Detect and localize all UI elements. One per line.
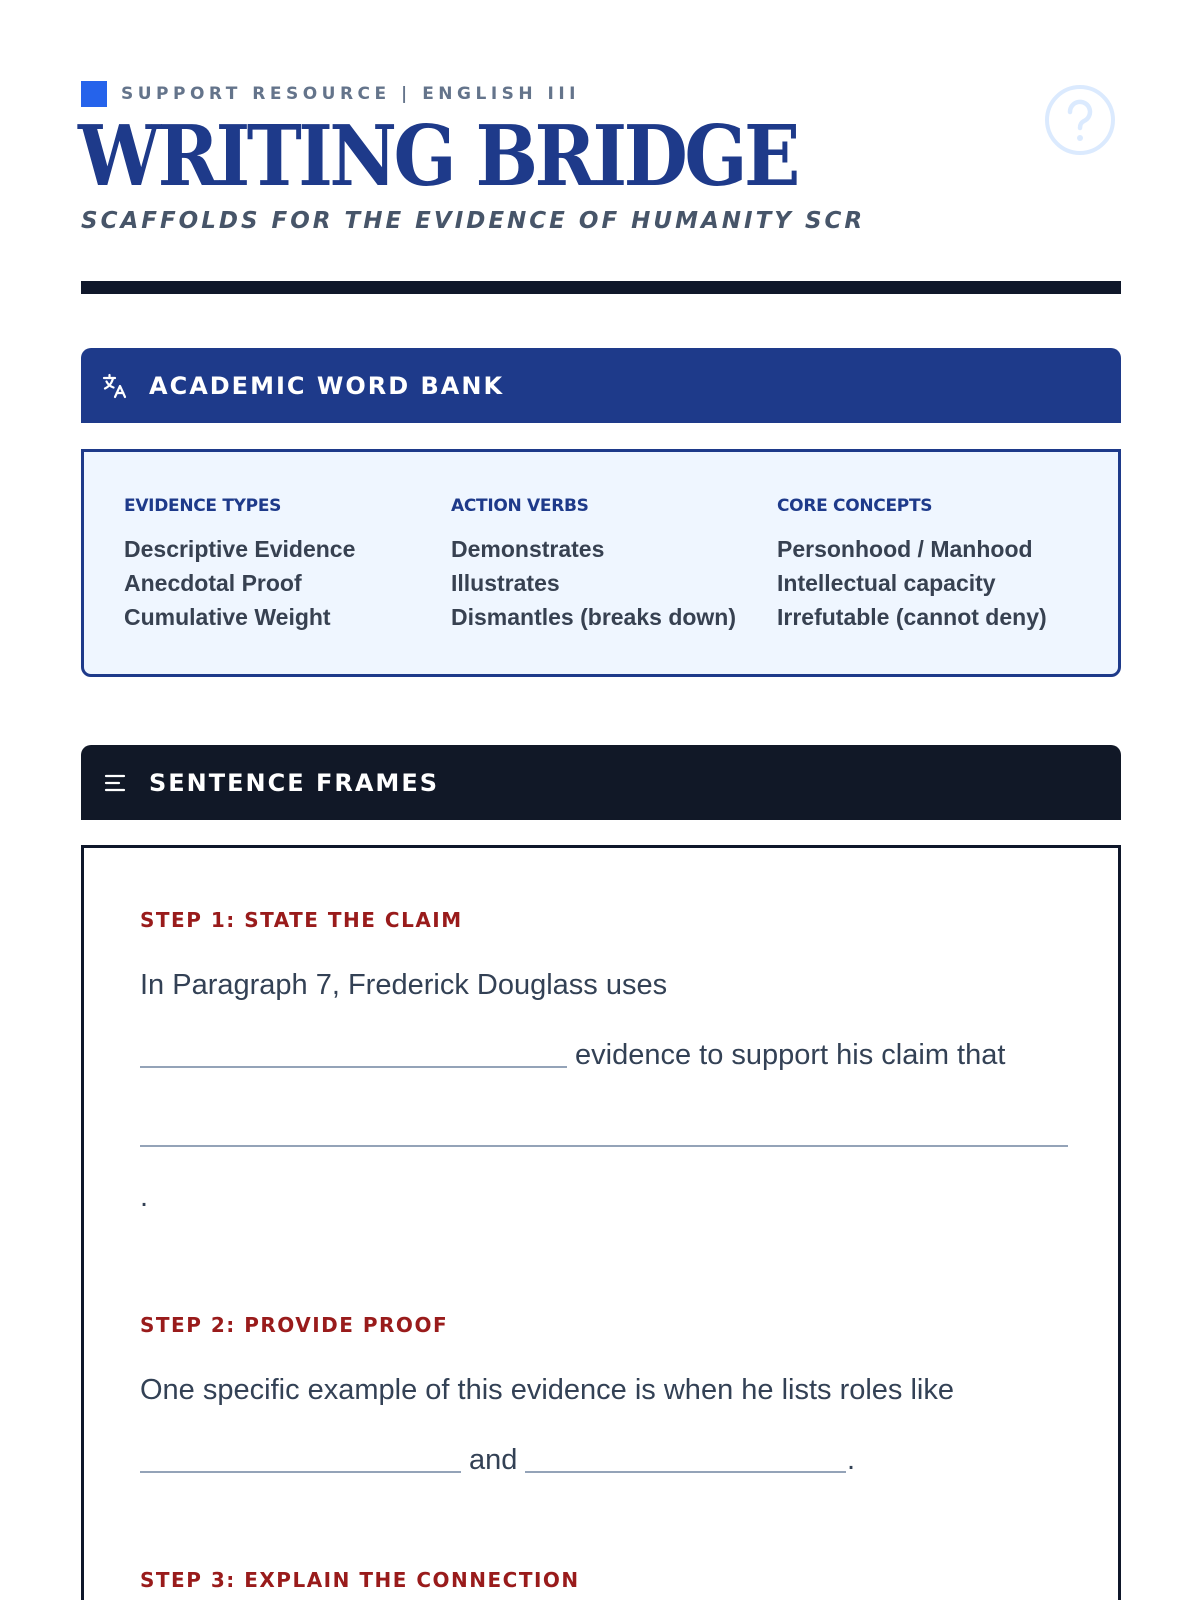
word-list (124, 532, 355, 634)
word-item: Anecdotal Proof (124, 570, 302, 596)
column-heading: ACTION VERBS (451, 496, 589, 516)
step-1-line-2: evidence to support his claim that (575, 1039, 1006, 1071)
word-item: Descriptive Evidence (124, 536, 356, 562)
step-2-blank-role-1[interactable] (140, 1471, 461, 1473)
sentence-frames-panel (81, 845, 1121, 1600)
step-2-and: and (469, 1444, 518, 1476)
step-2-period: . (847, 1444, 856, 1476)
word-item: Irrefutable (cannot deny) (777, 604, 1047, 630)
page-title: WRITING BRIDGE (78, 108, 797, 206)
step-2-line-1: One specific example of this evidence is when he lists roles like (140, 1374, 954, 1406)
help-circle-icon[interactable] (1044, 84, 1116, 156)
step-1-blank-evidence-type[interactable] (140, 1066, 567, 1068)
column-heading: CORE CONCEPTS (777, 496, 933, 516)
sentence-frames-header (81, 745, 1121, 820)
word-item: Dismantles (breaks down) (451, 604, 737, 630)
word-bank-header (81, 348, 1121, 423)
step-1-label: STEP 1: STATE THE CLAIM (140, 908, 463, 932)
eyebrow-square-icon (81, 81, 107, 107)
header-divider (81, 281, 1121, 294)
lines-icon (101, 769, 129, 797)
step-1-line-1: In Paragraph 7, Frederick Douglass uses (140, 969, 668, 1001)
word-bank-column-evidence-types (124, 496, 355, 634)
word-item: Cumulative Weight (124, 604, 331, 630)
word-item: Illustrates (451, 570, 560, 596)
sentence-frames-title: SENTENCE FRAMES (149, 768, 439, 797)
eyebrow (81, 81, 580, 107)
word-item: Intellectual capacity (777, 570, 996, 596)
page-subtitle: SCAFFOLDS FOR THE EVIDENCE OF HUMANITY SCR (81, 208, 866, 234)
step-2-blank-role-2[interactable] (525, 1471, 846, 1473)
step-1-period: . (140, 1181, 149, 1213)
column-heading: EVIDENCE TYPES (124, 496, 282, 516)
word-bank-title: ACADEMIC WORD BANK (149, 371, 505, 400)
word-item: Personhood / Manhood (777, 536, 1033, 562)
translate-icon (101, 372, 129, 400)
word-bank-column-core-concepts (777, 496, 1047, 634)
word-bank-column-action-verbs (451, 496, 736, 634)
eyebrow-text: SUPPORT RESOURCE | ENGLISH III (121, 84, 581, 104)
word-bank-panel (81, 449, 1121, 677)
step-1-blank-claim[interactable] (140, 1145, 1068, 1147)
step-2-label: STEP 2: PROVIDE PROOF (140, 1313, 449, 1337)
word-list (451, 532, 736, 634)
step-3-label: STEP 3: EXPLAIN THE CONNECTION (140, 1568, 580, 1592)
word-item: Demonstrates (451, 536, 605, 562)
word-list (777, 532, 1047, 634)
